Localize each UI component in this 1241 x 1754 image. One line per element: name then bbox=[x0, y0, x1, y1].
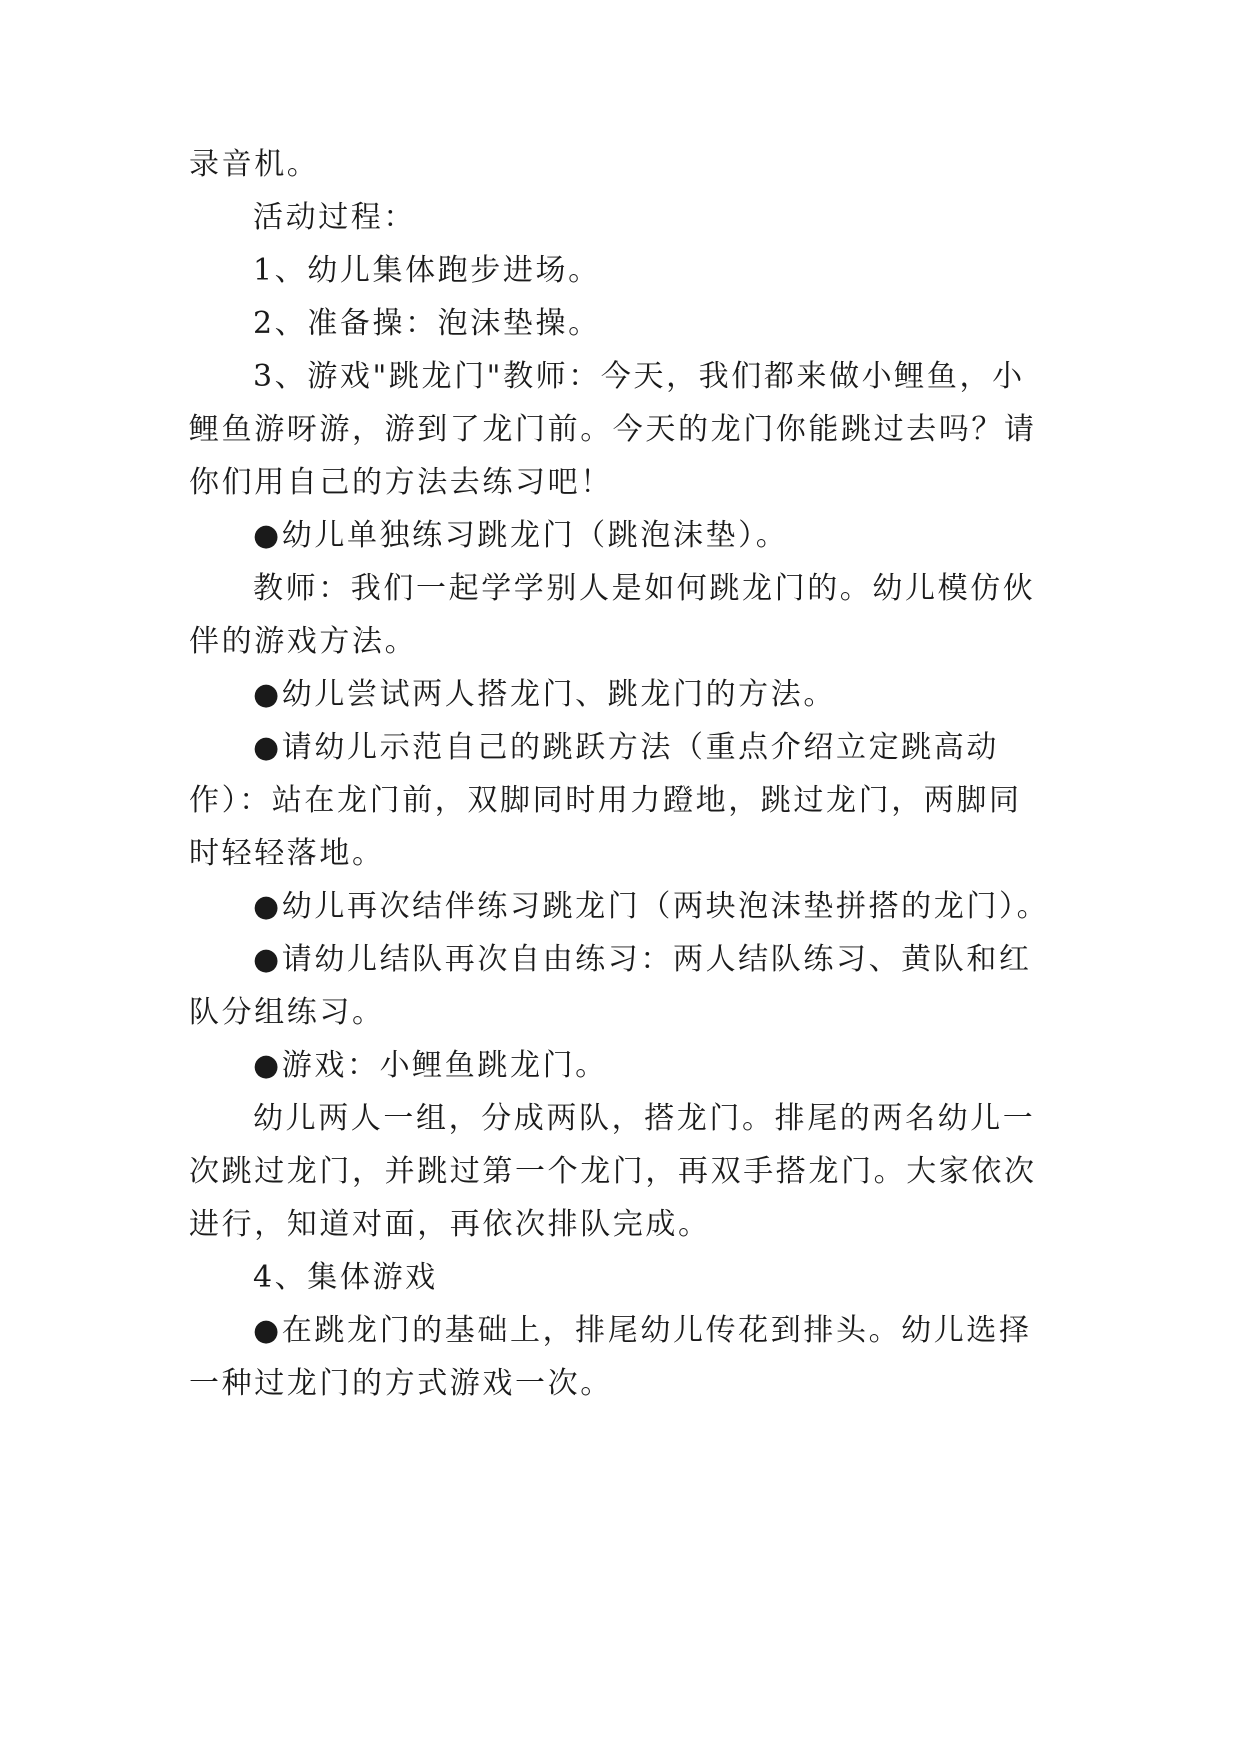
bullet-item: ●幼儿再次结伴练习跳龙门（两块泡沫垫拼搭的龙门）。 bbox=[253, 889, 1050, 924]
bullet-item: ●幼儿单独练习跳龙门（跳泡沫垫）。 bbox=[253, 518, 789, 553]
step-2: 2、准备操：泡沫垫操。 bbox=[253, 306, 601, 341]
paragraph-line: 进行，知道对面，再依次排队完成。 bbox=[189, 1207, 711, 1242]
paragraph-line: 鲤鱼游呀游，游到了龙门前。今天的龙门你能跳过去吗？请 bbox=[189, 412, 1037, 447]
paragraph-line: 队分组练习。 bbox=[189, 995, 385, 1030]
paragraph-line: 一种过龙门的方式游戏一次。 bbox=[189, 1366, 613, 1401]
bullet-item: ●游戏：小鲤鱼跳龙门。 bbox=[253, 1048, 608, 1083]
paragraph-line: 次跳过龙门，并跳过第一个龙门，再双手搭龙门。大家依次 bbox=[189, 1154, 1037, 1189]
paragraph-line: 教师：我们一起学学别人是如何跳龙门的。幼儿模仿伙 bbox=[253, 571, 1036, 606]
paragraph-line: 伴的游戏方法。 bbox=[189, 624, 418, 659]
step-3: 3、游戏"跳龙门"教师：今天，我们都来做小鲤鱼，小 bbox=[253, 359, 1025, 394]
bullet-item: ●请幼儿示范自己的跳跃方法（重点介绍立定跳高动 bbox=[253, 730, 999, 765]
paragraph-line: 时轻轻落地。 bbox=[189, 836, 385, 871]
step-1: 1、幼儿集体跑步进场。 bbox=[253, 253, 601, 288]
paragraph-line: 作）：站在龙门前，双脚同时用力蹬地，跳过龙门，两脚同 bbox=[189, 783, 1022, 818]
paragraph-line: 你们用自己的方法去练习吧！ bbox=[189, 465, 613, 500]
paragraph-line: 幼儿两人一组，分成两队，搭龙门。排尾的两名幼儿一 bbox=[253, 1101, 1036, 1136]
bullet-item: ●幼儿尝试两人搭龙门、跳龙门的方法。 bbox=[253, 677, 836, 712]
step-4: 4、集体游戏 bbox=[253, 1260, 438, 1295]
bullet-item: ●在跳龙门的基础上，排尾幼儿传花到排头。幼儿选择 bbox=[253, 1313, 1032, 1348]
bullet-item: ●请幼儿结队再次自由练习：两人结队练习、黄队和红 bbox=[253, 942, 1032, 977]
paragraph-line: 录音机。 bbox=[189, 147, 320, 182]
section-heading: 活动过程： bbox=[253, 200, 416, 235]
